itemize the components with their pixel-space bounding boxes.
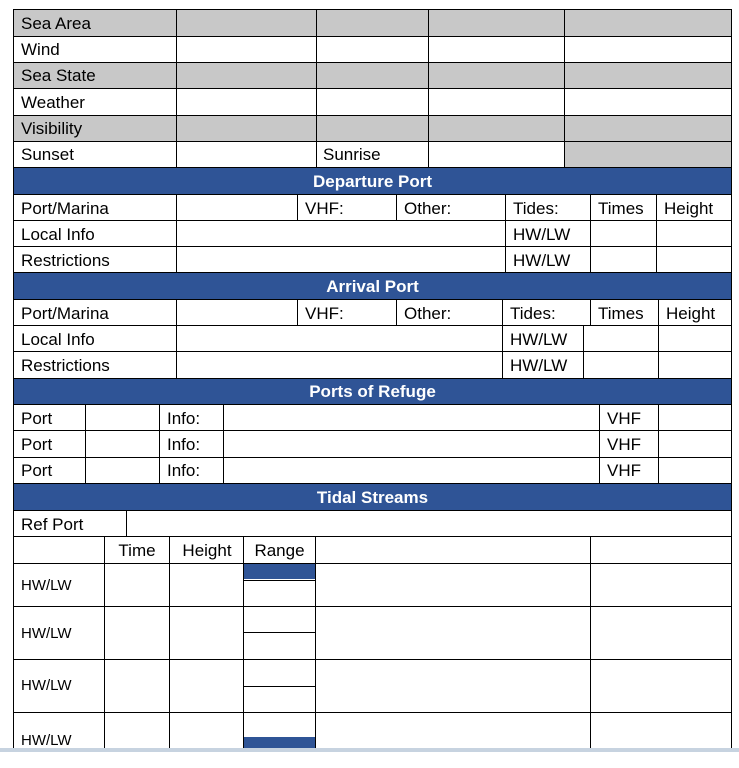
departure-local-info-label: Local Info (21, 224, 95, 244)
sunrise-label: Sunrise (323, 145, 381, 164)
grid-line (13, 404, 732, 405)
grid-line (590, 536, 591, 752)
arrival-hwlw-2: HW/LW (510, 355, 568, 375)
tidal-streams-header: Tidal Streams (14, 484, 731, 511)
grid-line (13, 272, 732, 273)
grid-line (13, 167, 732, 168)
grid-line (13, 115, 732, 116)
range-divider (244, 632, 316, 633)
grid-line (13, 457, 732, 458)
departure-restrictions-label: Restrictions (21, 250, 110, 270)
refuge-info-label-3: Info: (167, 461, 201, 480)
departure-port-marina-label: Port/Marina (21, 198, 109, 218)
tidal-height-header: Height (182, 540, 232, 560)
grid-line (297, 299, 298, 326)
departure-hwlw-2: HW/LW (513, 250, 571, 270)
range-bar-top (244, 563, 315, 579)
grid-line (159, 404, 160, 484)
arrival-tides-label: Tides: (510, 303, 556, 323)
tidal-range-header: Range (254, 540, 305, 560)
grid-line (13, 62, 732, 63)
ref-port-label: Ref Port (21, 514, 84, 534)
grid-line (316, 9, 317, 168)
grid-line (126, 510, 127, 537)
visibility-label: Visibility (21, 119, 83, 138)
grid-line (13, 483, 732, 484)
tidal-hwlw-4: HW/LW (21, 731, 72, 749)
page-bottom-edge (0, 748, 739, 752)
grid-line (85, 404, 86, 484)
tidal-hwlw-1: HW/LW (21, 576, 72, 594)
grid-line (13, 194, 732, 195)
grid-line (502, 299, 503, 379)
grid-line (13, 299, 732, 300)
grid-line (13, 9, 732, 10)
grid-line (13, 563, 732, 564)
refuge-port-label-3: Port (21, 461, 53, 480)
arrival-local-info-label: Local Info (21, 329, 95, 349)
arrival-times-header: Times (598, 303, 644, 323)
grid-line (658, 404, 659, 484)
grid-line (13, 510, 732, 511)
arrival-port-header: Arrival Port (14, 273, 731, 300)
grid-line (13, 220, 732, 221)
departure-other-label: Other: (404, 198, 452, 218)
grid-line (564, 9, 565, 168)
grid-line (223, 404, 224, 484)
departure-hwlw-1: HW/LW (513, 224, 571, 244)
grid-line (13, 36, 732, 37)
tidal-hwlw-2: HW/LW (21, 624, 72, 642)
ports-of-refuge-header: Ports of Refuge (14, 378, 731, 405)
grid-line (13, 378, 732, 379)
grid-line (583, 325, 584, 379)
grid-line (658, 299, 659, 379)
range-divider (244, 580, 316, 581)
arrival-restrictions-label: Restrictions (21, 355, 110, 375)
grid-line (176, 9, 177, 168)
grid-line (599, 404, 600, 484)
grid-line (169, 536, 170, 752)
sea-area-label: Sea Area (21, 13, 91, 33)
departure-port-header: Departure Port (14, 168, 731, 195)
grid-line (13, 712, 732, 713)
grid-line (13, 536, 732, 537)
refuge-vhf-label-2: VHF (607, 434, 641, 454)
grid-line (13, 9, 14, 752)
grid-line (243, 536, 244, 752)
arrival-hwlw-1: HW/LW (510, 329, 568, 349)
grid-line (731, 9, 732, 752)
grid-line (297, 194, 298, 221)
sea-state-label: Sea State (21, 66, 96, 85)
departure-times-header: Times (598, 198, 644, 218)
refuge-port-label-2: Port (21, 434, 53, 454)
refuge-info-label-2: Info: (167, 434, 201, 454)
grid-line (428, 9, 429, 168)
arrival-height-header: Height (666, 303, 716, 323)
arrival-other-label: Other: (404, 303, 452, 323)
grid-line (13, 606, 732, 607)
grid-line (396, 194, 397, 221)
sunset-label: Sunset (21, 145, 74, 164)
refuge-info-label-1: Info: (167, 408, 201, 428)
grid-line (13, 246, 732, 247)
grid-line (13, 430, 732, 431)
grid-line (396, 299, 397, 326)
weather-label: Weather (21, 92, 85, 112)
grid-line (176, 194, 177, 273)
grid-line (315, 536, 316, 752)
grid-line (13, 325, 732, 326)
tidal-time-header: Time (118, 540, 156, 560)
grid-line (13, 351, 732, 352)
departure-vhf-label: VHF: (305, 198, 344, 218)
refuge-vhf-label-1: VHF (607, 408, 641, 428)
grid-line (13, 141, 732, 142)
refuge-vhf-label-3: VHF (607, 461, 641, 480)
grid-line (505, 194, 506, 273)
refuge-port-label-1: Port (21, 408, 53, 428)
grid-line (13, 659, 732, 660)
grid-line (104, 536, 105, 752)
grid-line (656, 194, 657, 273)
tidal-hwlw-3: HW/LW (21, 677, 72, 694)
grid-line (590, 194, 591, 273)
sunrise-extra-cell-bg (565, 141, 731, 168)
arrival-port-marina-label: Port/Marina (21, 303, 109, 323)
arrival-vhf-label: VHF: (305, 303, 344, 323)
wind-label: Wind (21, 40, 60, 59)
range-divider (244, 686, 316, 687)
grid-line (176, 299, 177, 379)
departure-tides-label: Tides: (513, 198, 559, 218)
grid-line (13, 88, 732, 89)
departure-height-header: Height (664, 198, 714, 218)
grid-line (590, 299, 591, 326)
